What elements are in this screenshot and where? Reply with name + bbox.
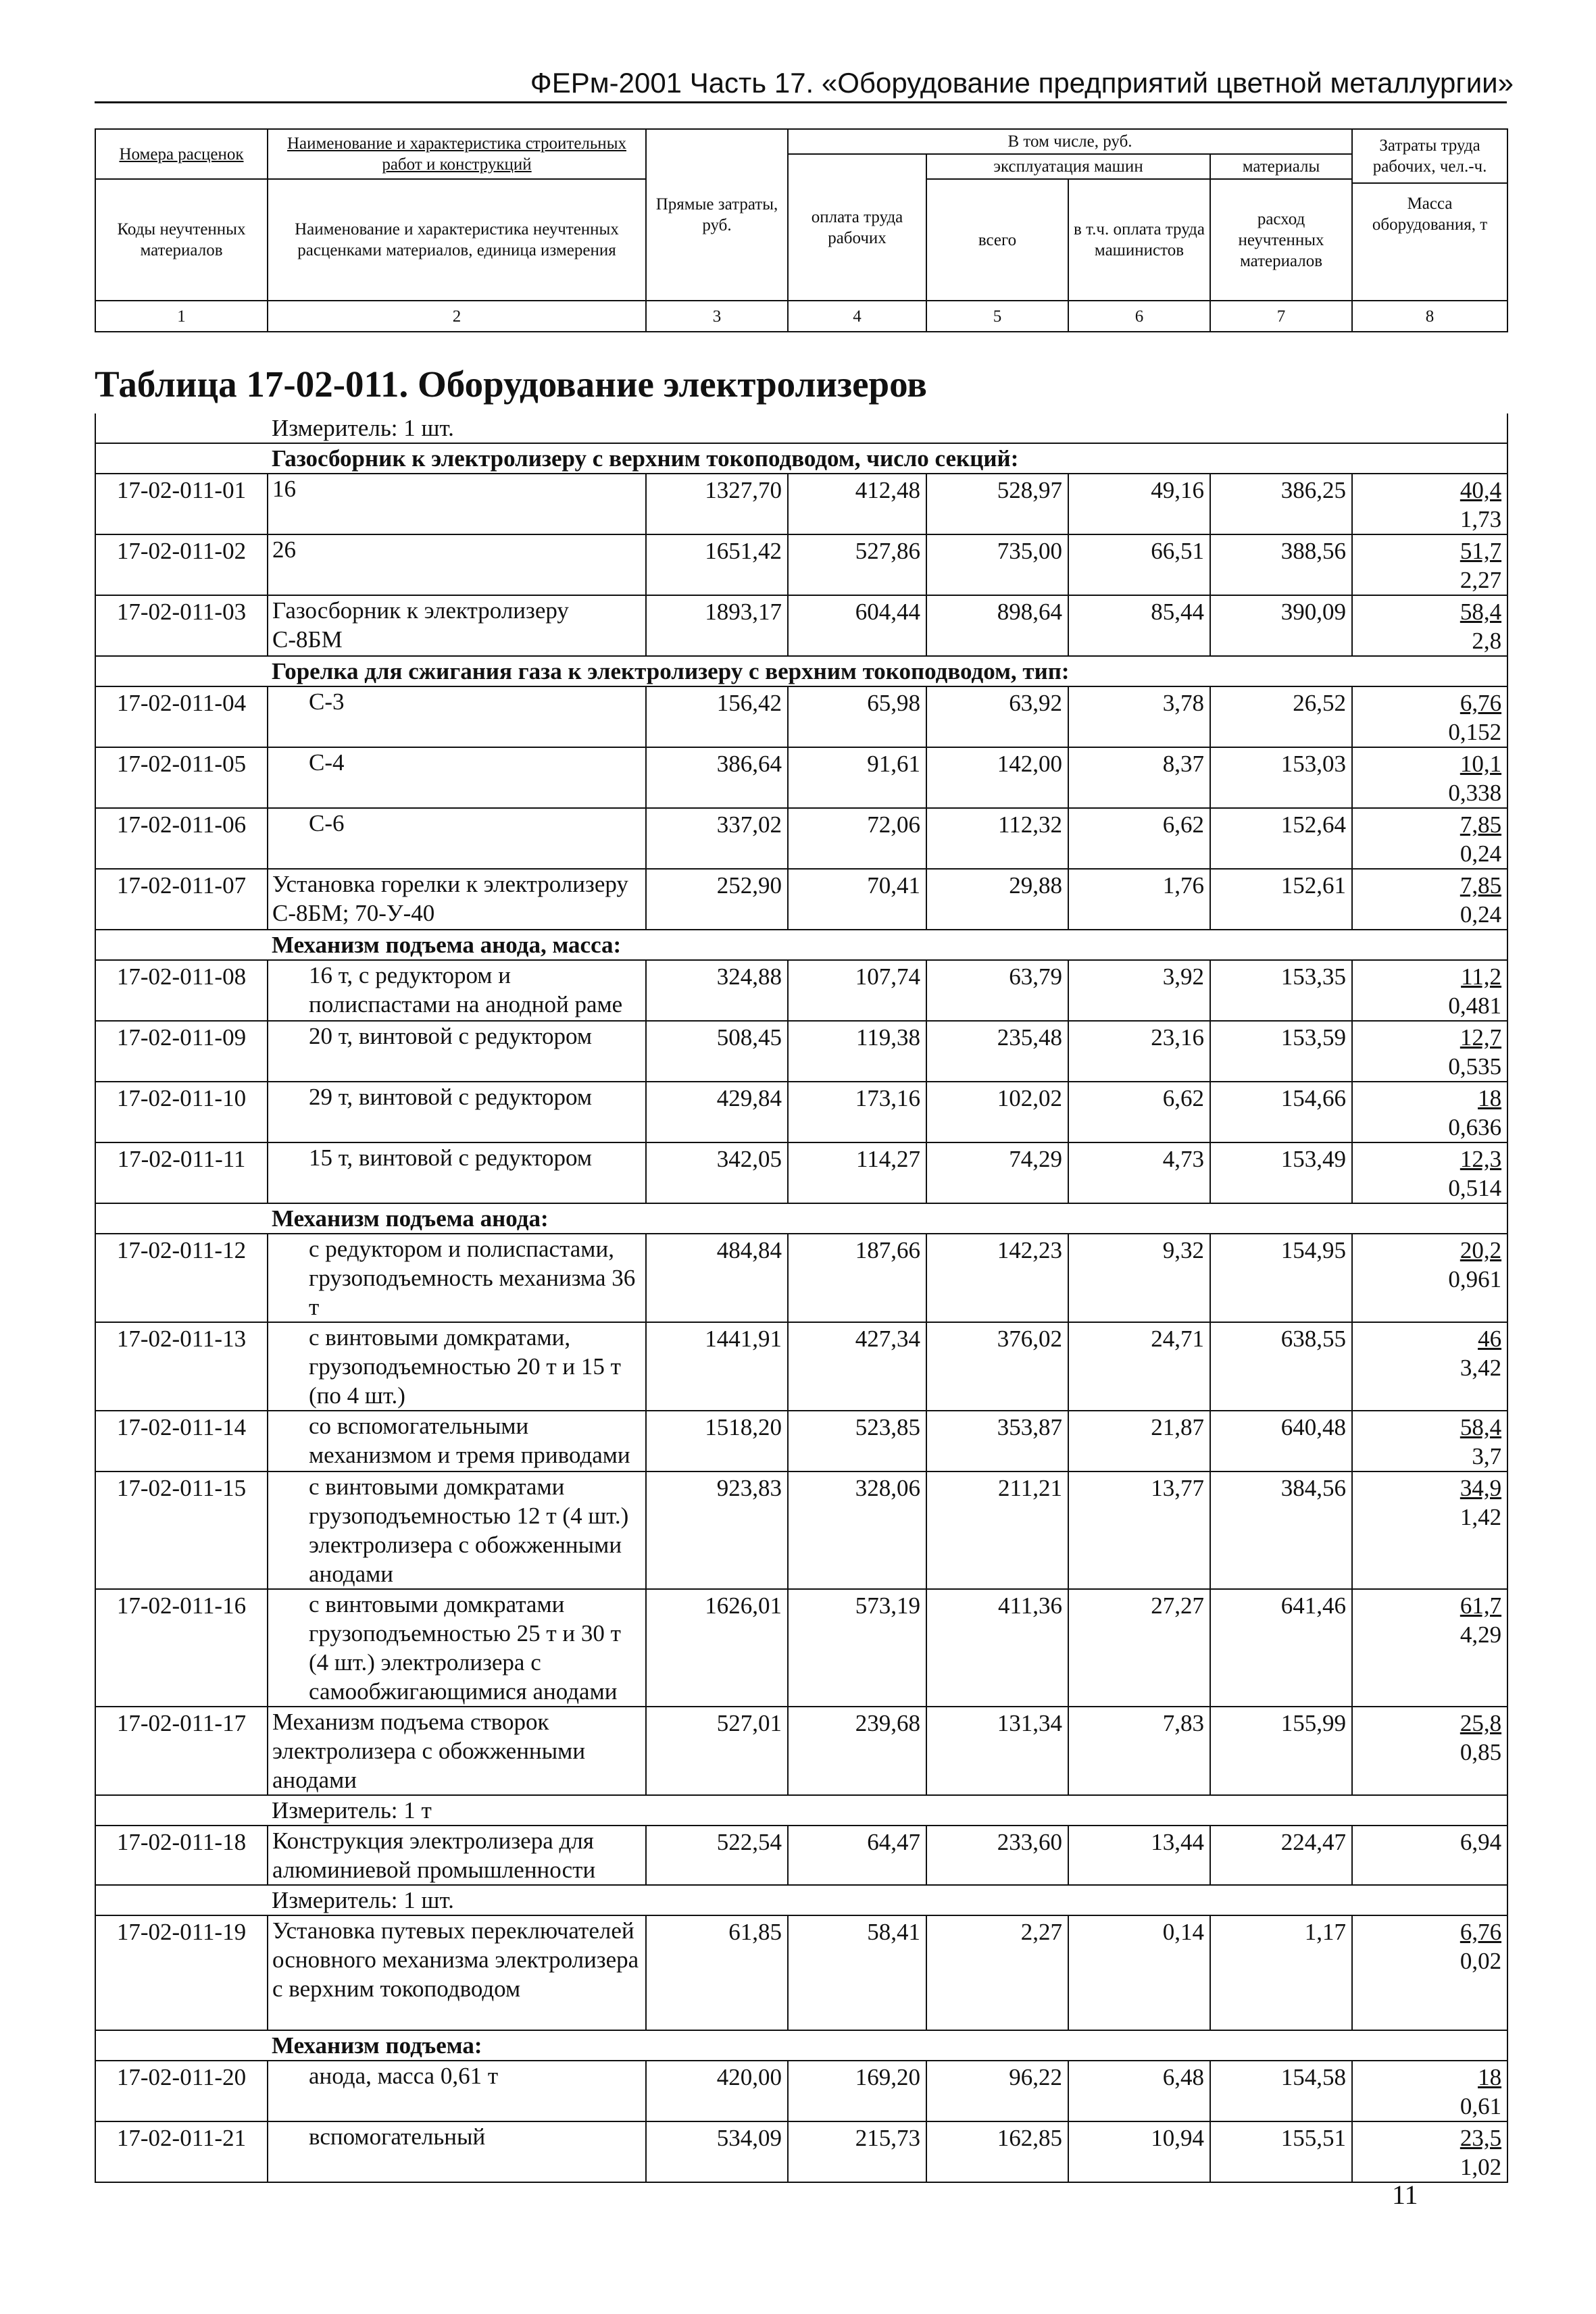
table-row bbox=[95, 534, 1507, 595]
work-name: с винтовыми домкратами грузоподъемностью 25 т и 30 т (4 шт.) электролизера с самообжигающимися анодами bbox=[268, 1589, 646, 1707]
table-row bbox=[95, 1915, 1507, 2030]
labor-and-mass bbox=[1352, 1472, 1507, 1589]
materials-cost: 638,55 bbox=[1210, 1322, 1352, 1411]
labor-hours: 46 bbox=[1478, 1326, 1502, 1352]
direct-cost: 386,64 bbox=[646, 747, 788, 808]
machines-total: 233,60 bbox=[926, 1826, 1068, 1885]
labor-and-mass bbox=[1352, 2061, 1507, 2121]
labor-hours: 12,7 bbox=[1460, 1024, 1502, 1051]
machines-total: 735,00 bbox=[926, 534, 1068, 595]
equipment-mass: 1,73 bbox=[1460, 506, 1502, 532]
col1-top-header: Номера расценок bbox=[95, 129, 268, 179]
machinist-wages: 9,32 bbox=[1068, 1234, 1210, 1322]
equipment-mass: 2,8 bbox=[1472, 628, 1502, 654]
direct-cost: 1893,17 bbox=[646, 595, 788, 656]
labor-hours: 7,85 bbox=[1460, 811, 1502, 838]
materials-cost: 154,58 bbox=[1210, 2061, 1352, 2121]
table-row bbox=[95, 1707, 1507, 1795]
equipment-mass: 0,961 bbox=[1448, 1266, 1502, 1292]
table-row bbox=[95, 2061, 1507, 2121]
rate-code: 17-02-011-21 bbox=[95, 2121, 268, 2182]
materials-cost: 640,48 bbox=[1210, 1411, 1352, 1472]
work-name: Механизм подъема створок электролизера с обожженными анодами bbox=[268, 1707, 646, 1795]
labor-hours: 7,85 bbox=[1460, 872, 1502, 899]
col8-header bbox=[1352, 129, 1507, 301]
labor-and-mass bbox=[1352, 595, 1507, 656]
materials-cost: 390,09 bbox=[1210, 595, 1352, 656]
equipment-mass: 1,02 bbox=[1460, 2154, 1502, 2180]
equipment-mass: 0,535 bbox=[1448, 1053, 1502, 1080]
section-title: Механизм подъема: bbox=[268, 2030, 1507, 2061]
materials-cost: 153,35 bbox=[1210, 960, 1352, 1021]
labor-cost: 173,16 bbox=[788, 1082, 926, 1142]
equipment-mass: 0,338 bbox=[1448, 780, 1502, 806]
work-name: Установка путевых переключателей основного механизма электролизера с верхним токоподводом bbox=[268, 1915, 646, 2030]
rate-code: 17-02-011-12 bbox=[95, 1234, 268, 1322]
labor-cost: 427,34 bbox=[788, 1322, 926, 1411]
labor-hours: 10,1 bbox=[1460, 751, 1502, 777]
direct-cost: 1626,01 bbox=[646, 1589, 788, 1707]
section-title: Механизм подъема анода, масса: bbox=[268, 930, 1507, 960]
work-name: 26 bbox=[268, 534, 646, 595]
labor-and-mass bbox=[1352, 474, 1507, 534]
labor-hours: 20,2 bbox=[1460, 1237, 1502, 1263]
machinist-wages: 21,87 bbox=[1068, 1411, 1210, 1472]
materials-cost: 641,46 bbox=[1210, 1589, 1352, 1707]
running-header: ФЕРм-2001 Часть 17. «Оборудование предприятий цветной металлургии» bbox=[530, 67, 1514, 99]
work-name: с винтовыми домкратами грузоподъемностью 12 т (4 шт.) электролизера с обожженными анодами bbox=[268, 1472, 646, 1589]
labor-cost: 107,74 bbox=[788, 960, 926, 1021]
measure-label: Измеритель: 1 т bbox=[268, 1795, 1507, 1826]
equipment-mass: 0,85 bbox=[1460, 1739, 1502, 1765]
labor-hours: 58,4 bbox=[1460, 1414, 1502, 1440]
work-name: 16 bbox=[268, 474, 646, 534]
table-row bbox=[95, 869, 1507, 930]
work-name: Газосборник к электролизеру С-8БМ bbox=[268, 595, 646, 656]
labor-hours: 40,4 bbox=[1460, 477, 1502, 503]
section-blank bbox=[95, 443, 268, 474]
measure-row bbox=[95, 1795, 1507, 1826]
machines-total: 96,22 bbox=[926, 2061, 1068, 2121]
machinist-wages: 13,77 bbox=[1068, 1472, 1210, 1589]
rate-code: 17-02-011-13 bbox=[95, 1322, 268, 1411]
rate-code: 17-02-011-11 bbox=[95, 1142, 268, 1203]
section-blank bbox=[95, 656, 268, 686]
materials-cost: 1,17 bbox=[1210, 1915, 1352, 2030]
rate-code: 17-02-011-20 bbox=[95, 2061, 268, 2121]
column-header-table bbox=[95, 128, 1508, 332]
materials-cost: 152,64 bbox=[1210, 808, 1352, 869]
materials-cost: 153,49 bbox=[1210, 1142, 1352, 1203]
labor-and-mass bbox=[1352, 2121, 1507, 2182]
labor-hours: 58,4 bbox=[1460, 599, 1502, 625]
labor-cost: 114,27 bbox=[788, 1142, 926, 1203]
materials-subheader: материалы bbox=[1210, 154, 1352, 179]
machines-total: 74,29 bbox=[926, 1142, 1068, 1203]
measure-blank bbox=[95, 1885, 268, 1915]
group-header: В том числе, руб. bbox=[788, 129, 1352, 154]
machinist-wages: 0,14 bbox=[1068, 1915, 1210, 2030]
table-row bbox=[95, 1234, 1507, 1322]
labor-cost: 72,06 bbox=[788, 808, 926, 869]
labor-and-mass bbox=[1352, 808, 1507, 869]
work-name: 16 т, с редуктором и полиспастами на анодной раме bbox=[268, 960, 646, 1021]
equipment-mass: 0,61 bbox=[1460, 2093, 1502, 2119]
machinist-wages: 8,37 bbox=[1068, 747, 1210, 808]
machines-total: 235,48 bbox=[926, 1021, 1068, 1082]
table-row bbox=[95, 474, 1507, 534]
direct-cost: 508,45 bbox=[646, 1021, 788, 1082]
labor-and-mass bbox=[1352, 869, 1507, 930]
table-title: Таблица 17-02-011. Оборудование электролизеров bbox=[95, 363, 927, 405]
rate-code: 17-02-011-15 bbox=[95, 1472, 268, 1589]
labor-hours: 18 bbox=[1478, 1085, 1502, 1111]
equipment-mass: 0,514 bbox=[1448, 1175, 1502, 1201]
col-number: 4 bbox=[788, 301, 926, 332]
machinist-wages: 6,62 bbox=[1068, 1082, 1210, 1142]
work-name: с редуктором и полиспастами, грузоподъемность механизма 36 т bbox=[268, 1234, 646, 1322]
rates-table bbox=[95, 413, 1508, 2183]
equipment-mass: 3,42 bbox=[1460, 1355, 1502, 1381]
labor-hours: 25,8 bbox=[1460, 1710, 1502, 1736]
machinist-wages: 49,16 bbox=[1068, 474, 1210, 534]
direct-cost: 534,09 bbox=[646, 2121, 788, 2182]
machinist-wages: 4,73 bbox=[1068, 1142, 1210, 1203]
machines-total: 142,23 bbox=[926, 1234, 1068, 1322]
table-row bbox=[95, 1142, 1507, 1203]
rate-code: 17-02-011-14 bbox=[95, 1411, 268, 1472]
equipment-mass: 0,152 bbox=[1448, 719, 1502, 745]
equipment-mass: 1,42 bbox=[1460, 1504, 1502, 1530]
section-header-row bbox=[95, 930, 1507, 960]
materials-cost: 155,99 bbox=[1210, 1707, 1352, 1795]
equipment-mass: 0,481 bbox=[1448, 992, 1502, 1019]
section-header-row bbox=[95, 2030, 1507, 2061]
rate-code: 17-02-011-19 bbox=[95, 1915, 268, 2030]
measure-label: Измеритель: 1 шт. bbox=[268, 1885, 1507, 1915]
labor-cost: 523,85 bbox=[788, 1411, 926, 1472]
labor-cost: 65,98 bbox=[788, 686, 926, 747]
materials-cost: 224,47 bbox=[1210, 1826, 1352, 1885]
table-row bbox=[95, 1082, 1507, 1142]
machines-total: 353,87 bbox=[926, 1411, 1068, 1472]
table-row bbox=[95, 1322, 1507, 1411]
machines-total: 112,32 bbox=[926, 808, 1068, 869]
rate-code: 17-02-011-08 bbox=[95, 960, 268, 1021]
labor-and-mass bbox=[1352, 1411, 1507, 1472]
rate-code: 17-02-011-04 bbox=[95, 686, 268, 747]
rate-code: 17-02-011-07 bbox=[95, 869, 268, 930]
measure-label: Измеритель: 1 шт. bbox=[268, 413, 1507, 443]
work-name: анода, масса 0,61 т bbox=[268, 2061, 646, 2121]
measure-row bbox=[95, 413, 1507, 443]
rate-code: 17-02-011-09 bbox=[95, 1021, 268, 1082]
work-name: с винтовыми домкратами, грузоподъемностью 20 т и 15 т (по 4 шт.) bbox=[268, 1322, 646, 1411]
machinist-wages: 10,94 bbox=[1068, 2121, 1210, 2182]
machinist-wages: 3,92 bbox=[1068, 960, 1210, 1021]
labor-and-mass bbox=[1352, 1322, 1507, 1411]
machines-total: 131,34 bbox=[926, 1707, 1068, 1795]
table-row bbox=[95, 1826, 1507, 1885]
machines-total: 29,88 bbox=[926, 869, 1068, 930]
section-blank bbox=[95, 930, 268, 960]
col8-top-header: Затраты труда рабочих, чел.-ч. bbox=[1353, 130, 1507, 184]
rate-code: 17-02-011-02 bbox=[95, 534, 268, 595]
labor-hours: 11,2 bbox=[1461, 963, 1502, 990]
machinist-wages: 24,71 bbox=[1068, 1322, 1210, 1411]
labor-cost: 412,48 bbox=[788, 474, 926, 534]
col-number: 6 bbox=[1068, 301, 1210, 332]
work-name: 20 т, винтовой с редуктором bbox=[268, 1021, 646, 1082]
labor-hours: 34,9 bbox=[1460, 1475, 1502, 1501]
labor-hours: 12,3 bbox=[1460, 1146, 1502, 1172]
rate-code: 17-02-011-18 bbox=[95, 1826, 268, 1885]
direct-cost: 252,90 bbox=[646, 869, 788, 930]
direct-cost: 923,83 bbox=[646, 1472, 788, 1589]
measure-row bbox=[95, 1885, 1507, 1915]
direct-cost: 156,42 bbox=[646, 686, 788, 747]
labor-and-mass bbox=[1352, 534, 1507, 595]
machines-total: 376,02 bbox=[926, 1322, 1068, 1411]
labor-cost: 169,20 bbox=[788, 2061, 926, 2121]
materials-cost: 154,95 bbox=[1210, 1234, 1352, 1322]
col5-header: всего bbox=[926, 179, 1068, 301]
labor-and-mass bbox=[1352, 1589, 1507, 1707]
col-number: 1 bbox=[95, 301, 268, 332]
section-header-row bbox=[95, 1203, 1507, 1234]
labor-and-mass bbox=[1352, 1915, 1507, 2030]
col3-header: Прямые затраты, руб. bbox=[646, 129, 788, 301]
labor-and-mass bbox=[1352, 1021, 1507, 1082]
labor-cost: 119,38 bbox=[788, 1021, 926, 1082]
section-blank bbox=[95, 2030, 268, 2061]
labor-cost: 64,47 bbox=[788, 1826, 926, 1885]
machinist-wages: 66,51 bbox=[1068, 534, 1210, 595]
labor-hours: 6,76 bbox=[1460, 690, 1502, 716]
table-row bbox=[95, 686, 1507, 747]
direct-cost: 1651,42 bbox=[646, 534, 788, 595]
machines-total: 142,00 bbox=[926, 747, 1068, 808]
table-row bbox=[95, 1472, 1507, 1589]
machinist-wages: 23,16 bbox=[1068, 1021, 1210, 1082]
labor-and-mass bbox=[1352, 1142, 1507, 1203]
machines-total: 63,92 bbox=[926, 686, 1068, 747]
labor-cost: 527,86 bbox=[788, 534, 926, 595]
direct-cost: 61,85 bbox=[646, 1915, 788, 2030]
direct-cost: 522,54 bbox=[646, 1826, 788, 1885]
direct-cost: 324,88 bbox=[646, 960, 788, 1021]
labor-cost: 328,06 bbox=[788, 1472, 926, 1589]
col1-bottom-header: Коды неучтенных материалов bbox=[95, 179, 268, 301]
col-number: 7 bbox=[1210, 301, 1352, 332]
rate-code: 17-02-011-03 bbox=[95, 595, 268, 656]
table-row bbox=[95, 1411, 1507, 1472]
machinist-wages: 85,44 bbox=[1068, 595, 1210, 656]
section-title: Газосборник к электролизеру с верхним токоподводом, число секций: bbox=[268, 443, 1507, 474]
machines-total: 2,27 bbox=[926, 1915, 1068, 2030]
labor-hours: 61,7 bbox=[1460, 1592, 1502, 1619]
equipment-mass: 4,29 bbox=[1460, 1621, 1502, 1648]
measure-blank bbox=[95, 1795, 268, 1826]
machines-total: 411,36 bbox=[926, 1589, 1068, 1707]
labor-and-mass bbox=[1352, 1707, 1507, 1795]
col2-bottom-header: Наименование и характеристика неучтенных расценками материалов, единица измерения bbox=[268, 179, 646, 301]
equipment-mass: 0,24 bbox=[1460, 840, 1502, 867]
work-name: 29 т, винтовой с редуктором bbox=[268, 1082, 646, 1142]
labor-cost: 58,41 bbox=[788, 1915, 926, 2030]
labor-cost: 239,68 bbox=[788, 1707, 926, 1795]
machinist-wages: 7,83 bbox=[1068, 1707, 1210, 1795]
work-name: С-3 bbox=[268, 686, 646, 747]
materials-cost: 386,25 bbox=[1210, 474, 1352, 534]
labor-and-mass bbox=[1352, 747, 1507, 808]
labor-hours: 6,76 bbox=[1460, 1919, 1502, 1945]
direct-cost: 429,84 bbox=[646, 1082, 788, 1142]
machinist-wages: 6,48 bbox=[1068, 2061, 1210, 2121]
materials-cost: 152,61 bbox=[1210, 869, 1352, 930]
machines-total: 102,02 bbox=[926, 1082, 1068, 1142]
labor-cost: 91,61 bbox=[788, 747, 926, 808]
direct-cost: 1441,91 bbox=[646, 1322, 788, 1411]
materials-cost: 26,52 bbox=[1210, 686, 1352, 747]
machines-total: 898,64 bbox=[926, 595, 1068, 656]
section-title: Механизм подъема анода: bbox=[268, 1203, 1507, 1234]
equipment-mass: 2,27 bbox=[1460, 567, 1502, 593]
labor-hours: 18 bbox=[1478, 2064, 1502, 2090]
labor-cost: 573,19 bbox=[788, 1589, 926, 1707]
direct-cost: 420,00 bbox=[646, 2061, 788, 2121]
machinist-wages: 1,76 bbox=[1068, 869, 1210, 930]
rate-code: 17-02-011-06 bbox=[95, 808, 268, 869]
col8-bottom-header: Масса оборудования, т bbox=[1372, 195, 1488, 234]
table-row bbox=[95, 2121, 1507, 2182]
machinist-wages: 13,44 bbox=[1068, 1826, 1210, 1885]
rate-code: 17-02-011-05 bbox=[95, 747, 268, 808]
col4-header: оплата труда рабочих bbox=[788, 154, 926, 301]
work-name: С-4 bbox=[268, 747, 646, 808]
labor-and-mass bbox=[1352, 686, 1507, 747]
machinist-wages: 6,62 bbox=[1068, 808, 1210, 869]
section-title: Горелка для сжигания газа к электролизеру с верхним токоподводом, тип: bbox=[268, 656, 1507, 686]
table-row bbox=[95, 808, 1507, 869]
col-number: 8 bbox=[1352, 301, 1507, 332]
rate-code: 17-02-011-17 bbox=[95, 1707, 268, 1795]
work-name: Установка горелки к электролизеру С-8БМ; 70-У-40 bbox=[268, 869, 646, 930]
page-number: 11 bbox=[1392, 2180, 1418, 2210]
machines-total: 211,21 bbox=[926, 1472, 1068, 1589]
machines-total: 162,85 bbox=[926, 2121, 1068, 2182]
equipment-mass: 3,7 bbox=[1472, 1443, 1502, 1469]
table-row bbox=[95, 1589, 1507, 1707]
labor-hours: 51,7 bbox=[1460, 538, 1502, 564]
section-blank bbox=[95, 1203, 268, 1234]
labor-hours: 23,5 bbox=[1460, 2125, 1502, 2151]
labor-cost: 70,41 bbox=[788, 869, 926, 930]
materials-cost: 153,03 bbox=[1210, 747, 1352, 808]
materials-cost: 153,59 bbox=[1210, 1021, 1352, 1082]
rate-code: 17-02-011-01 bbox=[95, 474, 268, 534]
equipment-mass: 0,636 bbox=[1448, 1114, 1502, 1140]
machines-subheader: эксплуатация машин bbox=[926, 154, 1210, 179]
col-number: 3 bbox=[646, 301, 788, 332]
measure-blank bbox=[95, 413, 268, 443]
work-name: С-6 bbox=[268, 808, 646, 869]
work-name: вспомогательный bbox=[268, 2121, 646, 2182]
section-header-row bbox=[95, 656, 1507, 686]
col2-top-header: Наименование и характеристика строительных работ и конструкций bbox=[268, 129, 646, 179]
col7-header: расход неучтенных материалов bbox=[1210, 179, 1352, 301]
materials-cost: 388,56 bbox=[1210, 534, 1352, 595]
work-name: 15 т, винтовой с редуктором bbox=[268, 1142, 646, 1203]
table-row bbox=[95, 1021, 1507, 1082]
col-number: 5 bbox=[926, 301, 1068, 332]
labor-hours: 6,94 bbox=[1460, 1829, 1502, 1855]
equipment-mass: 0,24 bbox=[1460, 901, 1502, 928]
labor-cost: 215,73 bbox=[788, 2121, 926, 2182]
work-name: со вспомогательными механизмом и тремя приводами bbox=[268, 1411, 646, 1472]
labor-and-mass bbox=[1352, 1826, 1507, 1885]
section-header-row bbox=[95, 443, 1507, 474]
equipment-mass: 0,02 bbox=[1460, 1948, 1502, 1974]
machinist-wages: 27,27 bbox=[1068, 1589, 1210, 1707]
direct-cost: 342,05 bbox=[646, 1142, 788, 1203]
direct-cost: 484,84 bbox=[646, 1234, 788, 1322]
labor-and-mass bbox=[1352, 1234, 1507, 1322]
machines-total: 528,97 bbox=[926, 474, 1068, 534]
materials-cost: 155,51 bbox=[1210, 2121, 1352, 2182]
table-row bbox=[95, 960, 1507, 1021]
materials-cost: 384,56 bbox=[1210, 1472, 1352, 1589]
rate-code: 17-02-011-10 bbox=[95, 1082, 268, 1142]
work-name: Конструкция электролизера для алюминиевой промышленности bbox=[268, 1826, 646, 1885]
labor-and-mass bbox=[1352, 1082, 1507, 1142]
table-row bbox=[95, 747, 1507, 808]
header-rule bbox=[95, 101, 1507, 103]
direct-cost: 1327,70 bbox=[646, 474, 788, 534]
direct-cost: 527,01 bbox=[646, 1707, 788, 1795]
labor-and-mass bbox=[1352, 960, 1507, 1021]
direct-cost: 337,02 bbox=[646, 808, 788, 869]
materials-cost: 154,66 bbox=[1210, 1082, 1352, 1142]
machines-total: 63,79 bbox=[926, 960, 1068, 1021]
labor-cost: 187,66 bbox=[788, 1234, 926, 1322]
machinist-wages: 3,78 bbox=[1068, 686, 1210, 747]
table-row bbox=[95, 595, 1507, 656]
col-number: 2 bbox=[268, 301, 646, 332]
labor-cost: 604,44 bbox=[788, 595, 926, 656]
col6-header: в т.ч. оплата труда машинистов bbox=[1068, 179, 1210, 301]
rate-code: 17-02-011-16 bbox=[95, 1589, 268, 1707]
direct-cost: 1518,20 bbox=[646, 1411, 788, 1472]
